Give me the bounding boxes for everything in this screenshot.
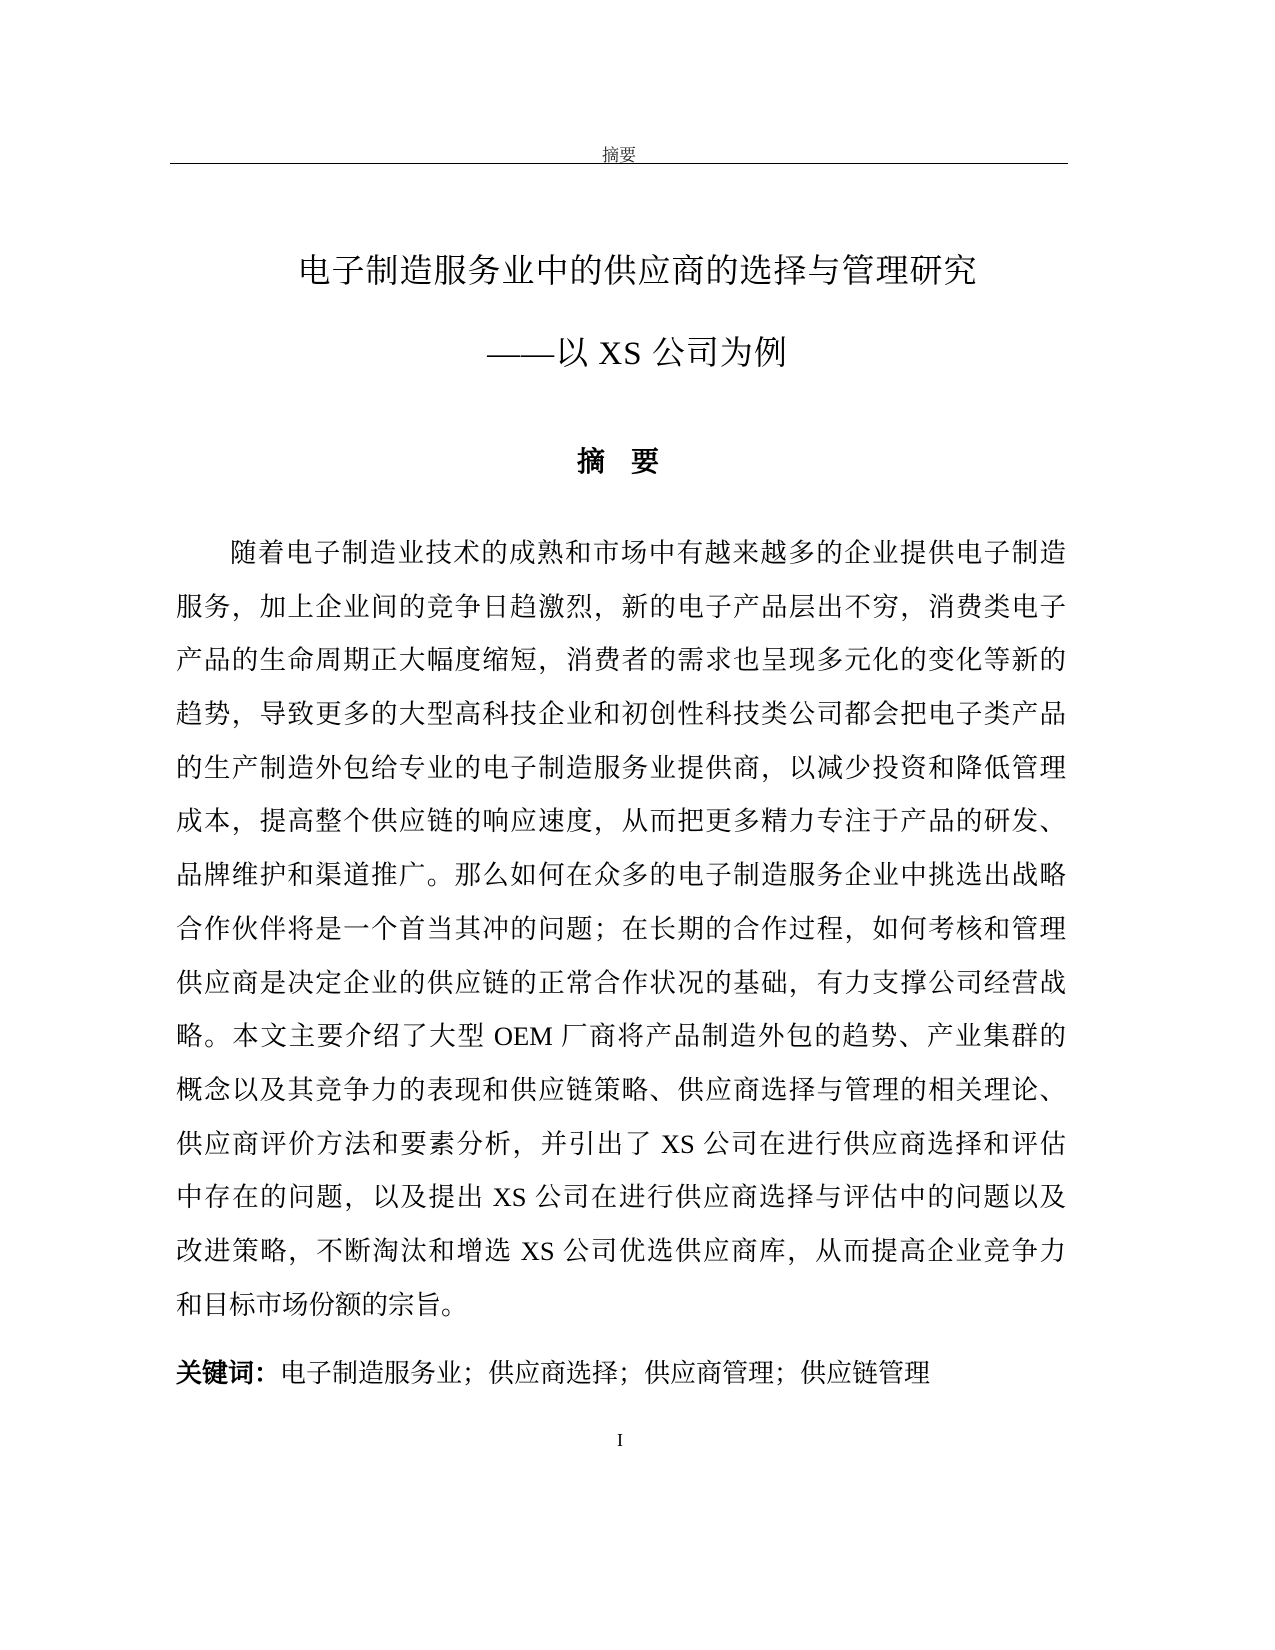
abstract-line: 供应商评价方法和要素分析，并引出了 XS 公司在进行供应商选择和评估 — [176, 1128, 1066, 1159]
abstract-line: 略。本文主要介绍了大型 OEM 厂商将产品制造外包的趋势、产业集群的 — [176, 1021, 1066, 1052]
abstract-line: 随着电子制造业技术的成熟和市场中有越来越多的企业提供电子制造 — [230, 538, 1066, 568]
abstract-line: 产品的生命周期正大幅度缩短，消费者的需求也呈现多元化的变化等新的 — [176, 645, 1066, 676]
running-header: 摘要 — [602, 146, 636, 165]
abstract-line: 成本，提高整个供应链的响应速度，从而把更多精力专注于产品的研发、 — [176, 806, 1066, 837]
abstract-line: 和目标市场份额的宗旨。 — [176, 1289, 468, 1320]
abstract-line: 合作伙伴将是一个首当其冲的问题；在长期的合作过程，如何考核和管理 — [176, 913, 1066, 944]
page-number: I — [617, 1430, 623, 1450]
abstract-heading: 摘 要 — [576, 447, 663, 478]
abstract-line: 概念以及其竞争力的表现和供应链策略、供应商选择与管理的相关理论、 — [176, 1074, 1066, 1105]
abstract-line: 趋势，导致更多的大型高科技企业和初创性科技类公司都会把电子类产品 — [176, 699, 1066, 730]
abstract-line: 服务，加上企业间的竞争日趋激烈，新的电子产品层出不穷，消费类电子 — [176, 591, 1066, 622]
abstract-line: 改进策略，不断淘汰和增选 XS 公司优选供应商库，从而提高企业竞争力 — [176, 1235, 1066, 1266]
abstract-line: 品牌维护和渠道推广。那么如何在众多的电子制造服务企业中挑选出战略 — [176, 860, 1066, 891]
abstract-line: 中存在的问题，以及提出 XS 公司在进行供应商选择与评估中的问题以及 — [176, 1182, 1067, 1213]
abstract-line: 的生产制造外包给专业的电子制造服务业提供商，以减少投资和降低管理 — [176, 752, 1066, 783]
keywords-value: 电子制造服务业；供应商选择；供应商管理；供应链管理 — [280, 1359, 931, 1388]
document-subtitle: ——以 XS 公司为例 — [487, 336, 788, 372]
abstract-body — [176, 533, 1066, 1338]
header-rule — [170, 163, 1068, 164]
keywords-label: 关键词： — [176, 1359, 281, 1388]
abstract-line: 供应商是决定企业的供应链的正常合作状况的基础，有力支撑公司经营战 — [176, 967, 1066, 998]
document-title: 电子制造服务业中的供应商的选择与管理研究 — [297, 254, 978, 290]
keywords — [176, 1353, 930, 1390]
